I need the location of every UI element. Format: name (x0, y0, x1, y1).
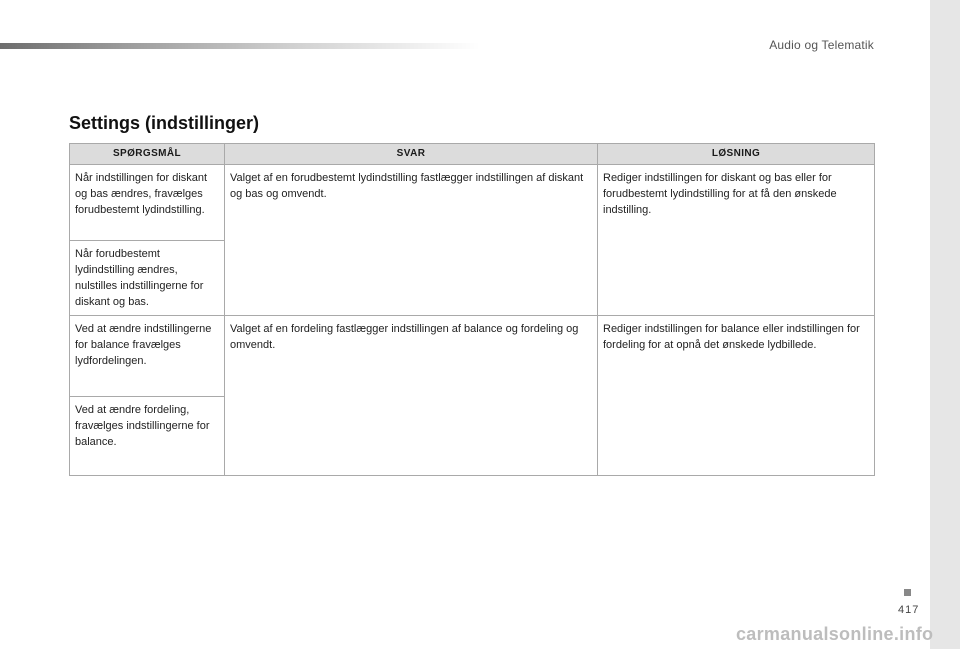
question-cell: Ved at ændre indstillingerne for balance fravælges lydfordelingen. (70, 316, 225, 397)
header-solution: LØSNING (598, 144, 875, 165)
header-decorative-bar (0, 43, 480, 49)
question-cell: Når indstillingen for diskant og bas ændres, fravælges forudbestemt lydindstilling. (70, 165, 225, 241)
header-answer: SVAR (225, 144, 598, 165)
page-title: Settings (indstillinger) (69, 113, 260, 133)
question-cell: Ved at ændre fordeling, fravælges indstillingerne for balance. (70, 397, 225, 476)
answer-cell: Valget af en forudbestemt lydindstilling fastlægger indstillingen af diskant og bas og omvendt. (225, 165, 598, 316)
page-number: 417 (898, 604, 920, 616)
solution-cell: Rediger indstillingen for balance eller indstillingen for fordeling for at opnå det ønskede lydbillede. (598, 316, 875, 476)
question-cell: Når forudbestemt lydindstilling ændres, nulstilles indstillingerne for diskant og bas. (70, 241, 225, 316)
header-question: SPØRGSMÅL (70, 144, 225, 165)
table-row (70, 316, 875, 397)
table-header-row (70, 144, 875, 165)
solution-cell: Rediger indstillingen for diskant og bas eller for forudbestemt lydindstilling for at få den ønskede indstilling. (598, 165, 875, 316)
header-section-title: Audio og Telematik (769, 38, 874, 52)
table-row (70, 165, 875, 241)
faq-table (69, 143, 875, 476)
page-marker-square (904, 589, 911, 596)
watermark: carmanualsonline.info (736, 624, 934, 644)
page-side-strip (930, 0, 960, 649)
answer-cell: Valget af en fordeling fastlægger indstillingen af balance og fordeling og omvendt. (225, 316, 598, 476)
